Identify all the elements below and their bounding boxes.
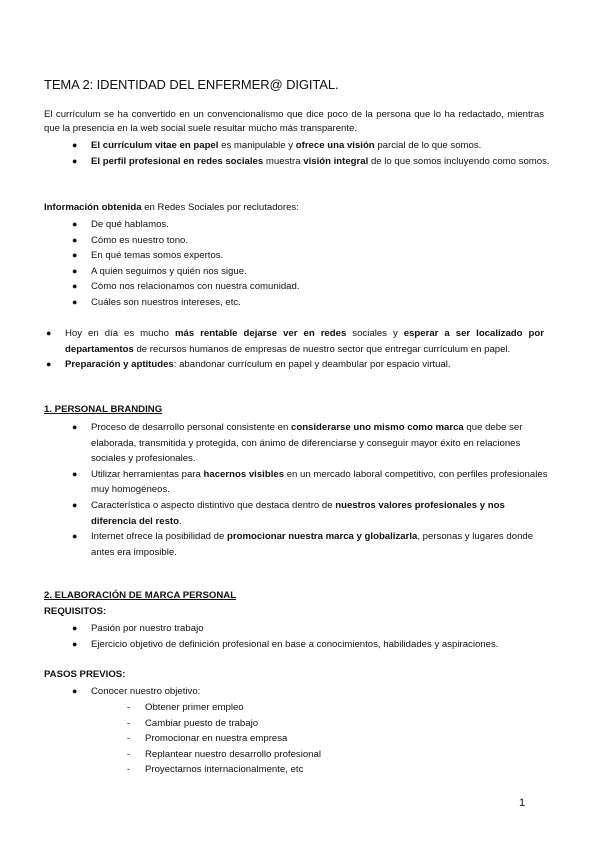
list-item: ● Internet ofrece la posibilidad de promocionar nuestra marca y globalizarla, personas y lugares donde antes era imposible. — [72, 531, 534, 558]
list-item: ● El perfil profesional en redes sociales muestra visión integral de lo que somos incluyendo como somos. — [91, 154, 551, 170]
summary-bullet-list — [44, 326, 544, 373]
list-item: ● A quién seguimos y quién nos sigue. — [91, 264, 551, 280]
section-heading-marca-personal: 2. ELABORACIÓN DE MARCA PERSONAL — [44, 590, 237, 601]
pasos-list — [72, 684, 551, 700]
list-item: ● Cómo es nuestro tono. — [91, 233, 551, 249]
dash-icon: - — [127, 733, 130, 744]
bullet-icon: ● — [72, 140, 78, 150]
list-item: ● Hoy en día es mucho más rentable dejarse ver en redes sociales y esperar a ser localizado por departamentos de recursos humanos de empresas de nuestro sector que entregar currículum en papel. — [46, 328, 544, 355]
bullet-icon: ● — [72, 296, 78, 307]
list-item: ● Pasión por nuestro trabajo — [91, 621, 551, 637]
dash-icon: - — [127, 717, 130, 728]
bullet-icon: ● — [72, 623, 78, 633]
page-title: TEMA 2: IDENTIDAD DEL ENFERMER@ DIGITAL. — [44, 77, 339, 92]
list-item: - Obtener primer empleo — [127, 700, 321, 716]
bullet-icon: ● — [72, 250, 78, 261]
bullet-icon: ● — [46, 359, 52, 370]
bullet-icon: ● — [72, 422, 78, 432]
branding-list — [72, 420, 551, 560]
list-item: ● Preparación y aptitudes: abandonar currículum en papel y deambular por espacio virtual. — [44, 357, 544, 373]
bullet-icon: ● — [72, 499, 78, 510]
bullet-icon: ● — [72, 686, 78, 696]
dash-icon: - — [127, 702, 130, 712]
list-item: ● Característica o aspecto distintivo que destaca dentro de nuestros valores profesionales y nos diferencia del resto. — [72, 499, 505, 527]
list-item: ● El currículum vitae en papel es manipulable y ofrece una visión parcial de lo que somos. — [91, 138, 551, 154]
bullet-icon: ● — [46, 328, 52, 338]
intro-bullet-list — [72, 138, 551, 169]
list-item: ● En qué temas somos expertos. — [91, 248, 551, 264]
list-item: - Proyectarnos internacionalmente, etc — [127, 762, 321, 778]
list-item: - Promocionar en nuestra empresa — [127, 731, 321, 747]
bullet-icon: ● — [72, 281, 78, 292]
list-item: ● Cuáles son nuestros intereses, etc. — [91, 295, 551, 311]
bullet-icon: ● — [72, 468, 78, 479]
objetivo-sublist — [127, 700, 321, 778]
intro-paragraph: El currículum se ha convertido en un convencionalismo que dice poco de la persona que lo ha redactado, mientras que la presencia en la web social suele resultar mucho más transparente. — [44, 109, 544, 134]
list-item: - Cambiar puesto de trabajo — [127, 716, 321, 732]
bullet-icon: ● — [72, 531, 78, 542]
list-item: ● Cómo nos relacionamos con nuestra comunidad. — [91, 279, 551, 295]
info-heading: Información obtenida en Redes Sociales por reclutadores: — [44, 202, 299, 213]
list-item: ● Proceso de desarrollo personal consistente en considerarse uno mismo como marca que debe ser elaborada, transmitida y protegida, con ánimo de diferenciarse y conseguir mayor éxito en relaciones sociales y profesionales. — [72, 422, 523, 465]
pasos-previos-label: PASOS PREVIOS: — [44, 669, 126, 680]
bullet-icon: ● — [72, 219, 78, 229]
bullet-icon: ● — [72, 638, 78, 649]
info-list — [72, 217, 551, 311]
bullet-icon: ● — [72, 265, 78, 276]
list-item: ● Conocer nuestro objetivo: — [91, 684, 551, 700]
bullet-icon: ● — [72, 234, 78, 245]
dash-icon: - — [127, 764, 130, 775]
list-item: - Replantear nuestro desarrollo profesional — [127, 747, 321, 763]
section-heading-personal-branding: 1. PERSONAL BRANDING — [44, 404, 163, 415]
list-item: ● Utilizar herramientas para hacernos visibles en un mercado laboral competitivo, con perfiles profesionales muy homogéneos. — [72, 468, 548, 496]
dash-icon: - — [127, 748, 130, 759]
requisitos-label: REQUISITOS: — [44, 606, 107, 617]
requisitos-list — [72, 621, 551, 652]
page-number: 1 — [519, 797, 526, 809]
list-item: ● De qué hablamos. — [91, 217, 551, 233]
bullet-icon: ● — [72, 155, 78, 166]
list-item: ● Ejercicio objetivo de definición profesional en base a conocimientos, habilidades y aspiraciones. — [91, 637, 551, 653]
